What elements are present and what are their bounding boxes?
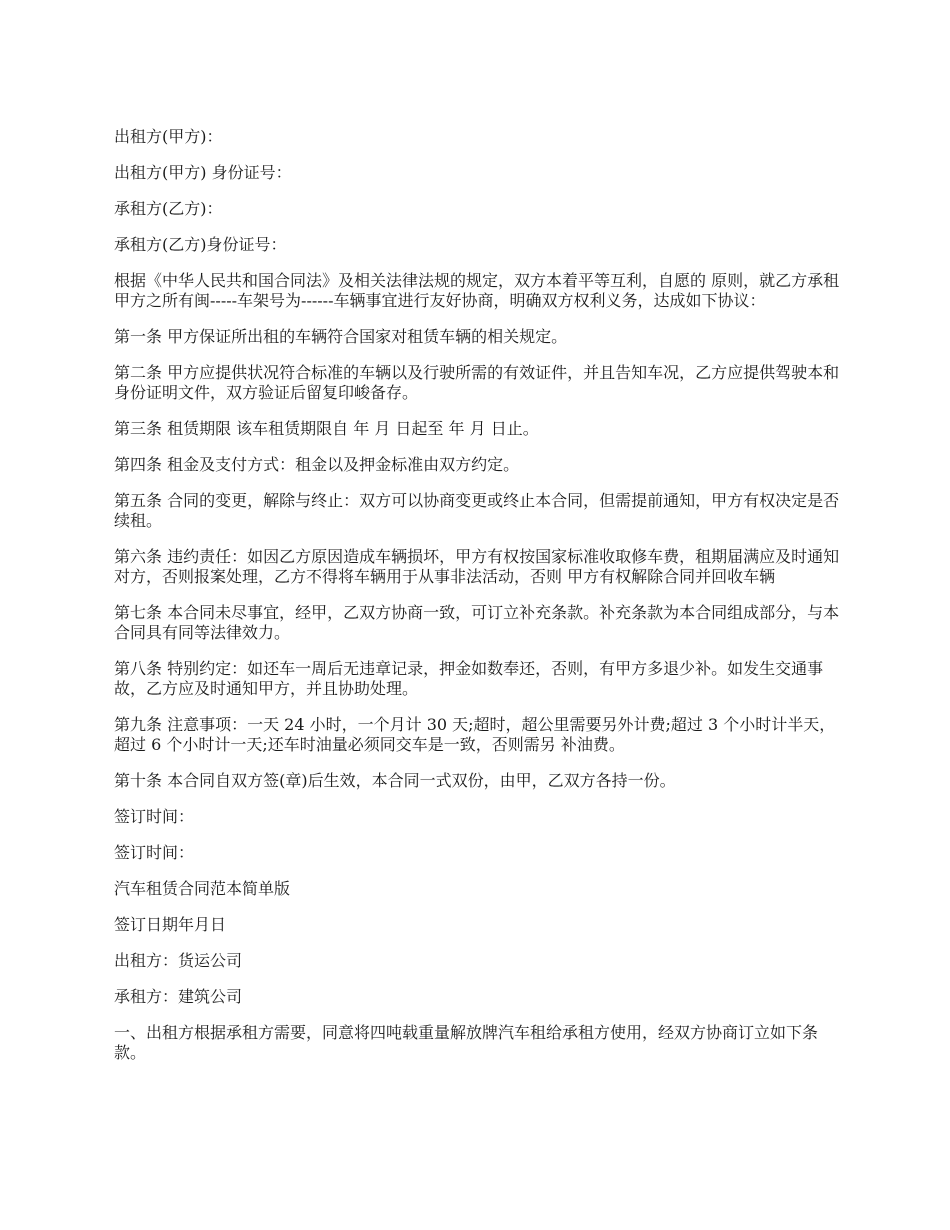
article-1: 第一条 甲方保证所出租的车辆符合国家对租赁车辆的相关规定。 [114,327,568,346]
article-2: 第二条 甲方应提供状况符合标准的车辆以及行驶所需的有效证件，并且告知车况，乙方应提供驾驶本和身份证明文件，双方验证后留复印峻备存。 [114,363,840,402]
article-3: 第三条 租赁期限 该车租赁期限自 年 月 日起至 年 月 日止。 [114,419,539,438]
lessee-company-line: 承租方：建筑公司 [114,987,243,1006]
document-body [114,127,844,1079]
lessor-company-line: 出租方：货运公司 [114,951,243,970]
article-7: 第七条 本合同未尽事宜，经甲，乙双方协商一致，可订立补充条款。补充条款为本合同组成部分，与本合同具有同等法律效力。 [114,603,840,642]
article-5: 第五条 合同的变更，解除与终止：双方可以协商变更或终止本合同，但需提前通知，甲方有权决定是否续租。 [114,491,840,530]
article-9: 第九条 注意事项：一天 24 小时，一个月计 30 天;超时，超公里需要另外计费;超过 3 个小时计半天，超过 6 个小时计一天;还车时油量必须同交车是一致，否则需另 补油费。 [114,715,836,754]
section-title: 汽车租赁合同范本简单版 [114,879,291,898]
clause-1: 一、出租方根据承租方需要，同意将四吨载重量解放牌汽车租给承租方使用，经双方协商订立如下条款。 [114,1023,819,1062]
article-4: 第四条 租金及支付方式：租金以及押金标准由双方约定。 [114,455,520,474]
lessee-id-line: 承租方(乙方)身份证号： [114,235,287,254]
lessee-line: 承租方(乙方)： [114,199,223,218]
signing-time-line-2: 签订时间： [114,843,195,862]
article-10: 第十条 本合同自双方签(章)后生效，本合同一式双份，由甲，乙双方各持一份。 [114,771,676,790]
signing-time-line: 签订时间： [114,807,195,826]
preamble-paragraph: 根据《中华人民共和国合同法》及相关法律法规的规定，双方本着平等互利，自愿的 原则，就乙方承租甲方之所有闽-----车架号为------车辆事宜进行友好协商，明确双方权利义务，达成如下协议： [114,271,840,310]
signing-date-line: 签订日期年月日 [114,915,227,934]
lessor-id-line: 出租方(甲方) 身份证号： [114,163,292,182]
article-8: 第八条 特别约定：如还车一周后无违章记录，押金如数奉还，否则，有甲方多退少补。如发生交通事故，乙方应及时通知甲方，并且协助处理。 [114,659,824,698]
lessor-line: 出租方(甲方)： [114,127,223,146]
article-6: 第六条 违约责任：如因乙方原因造成车辆损坏，甲方有权按国家标准收取修车费，租期届满应及时通知对方，否则报案处理，乙方不得将车辆用于从事非法活动，否则 甲方有权解除合同并回收车辆 [114,547,840,586]
